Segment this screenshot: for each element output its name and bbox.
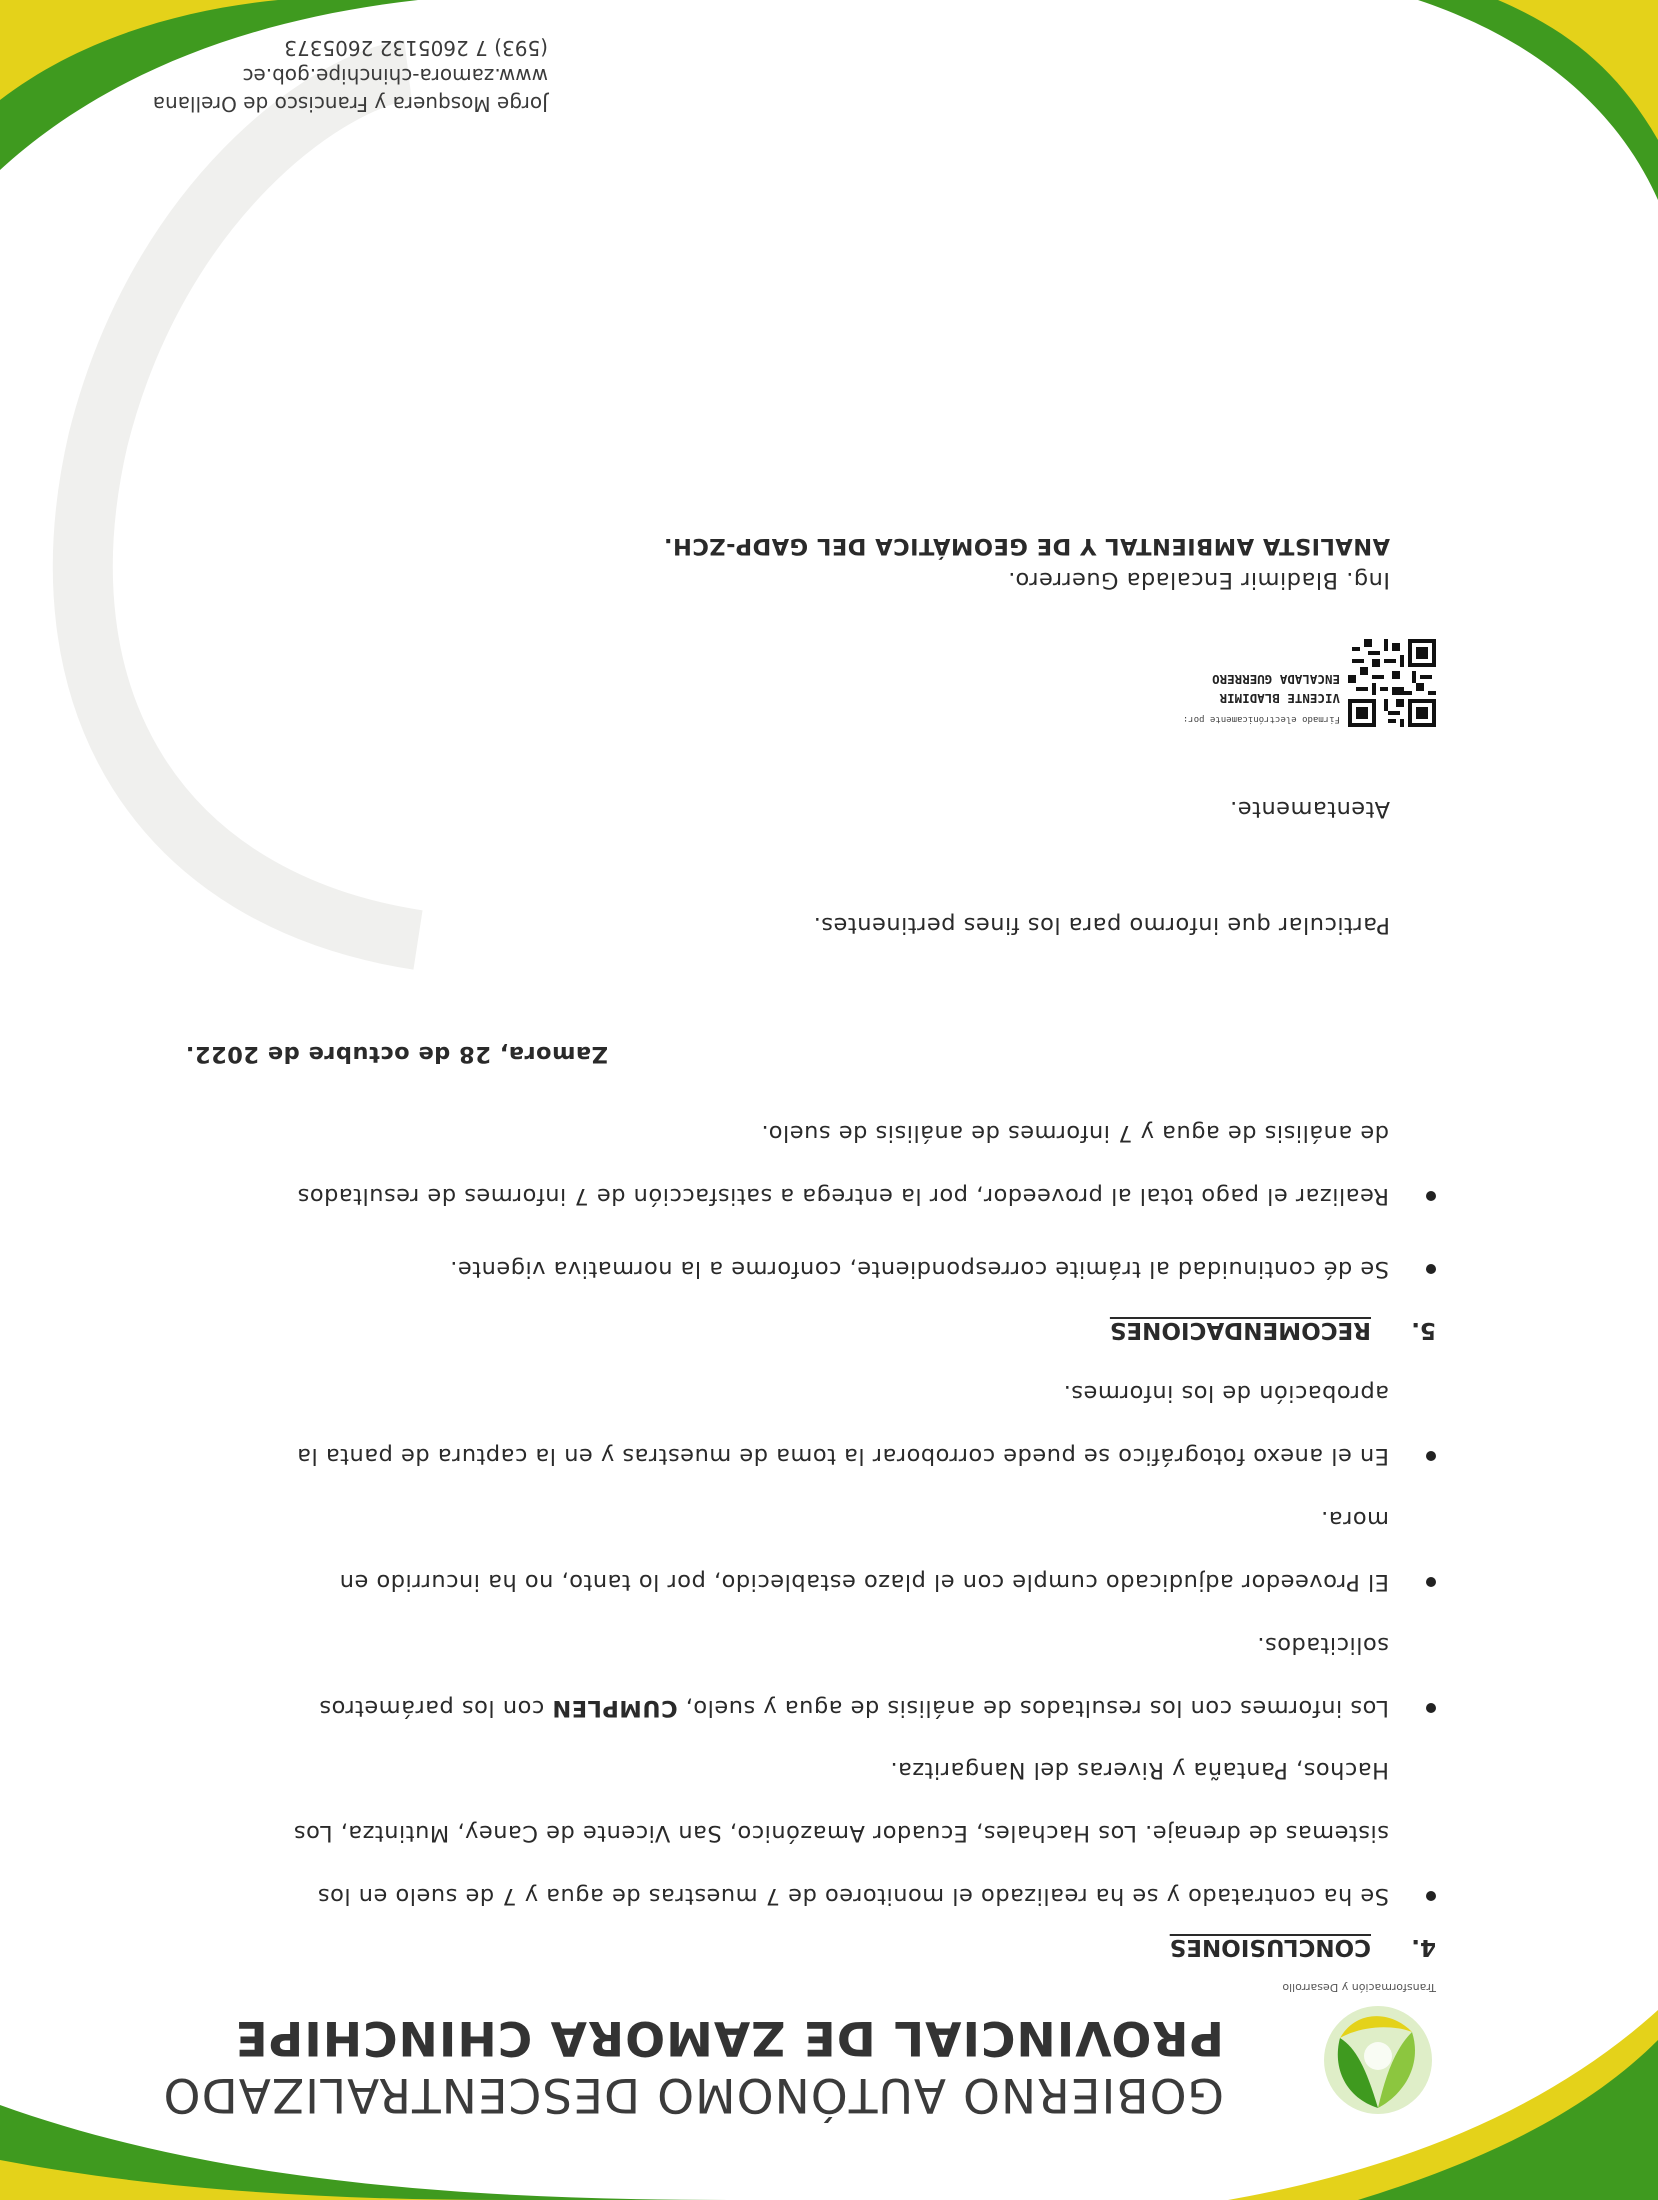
bullet-icon [1426,1264,1436,1274]
footer-website: www.zamora-chinchipe.gob.ec [242,64,548,88]
signer-name: Ing. Bladimir Encalada Guerrero. [1007,567,1390,593]
institution-tagline: Transformación y Desarrollo [1282,1981,1436,1994]
section-title-text: RECOMENDACIONES [1109,1317,1371,1343]
bullet-icon [1426,1577,1436,1587]
section-title-conclusions [1170,1934,1371,1960]
footer-phone: (593) 7 2605132 2605373 [284,36,548,60]
signer-role: ANALISTA AMBIENTAL Y DE GEOMÁTICA DEL GADP-ZCH. [663,533,1390,559]
bullet-icon [1426,1703,1436,1713]
salutation: Atentamente. [1229,796,1390,822]
list-item [231,1487,1436,1613]
date-line: Zamora, 28 de octubre de 2022. [185,1041,608,1067]
list-item-line: Realizar el pago total al proveedor, por la entrega a satisfacción de 7 informes de resultados [297,1183,1389,1209]
list-item [231,1237,1436,1300]
qr-code-icon [1348,639,1436,727]
closing-text: Particular que informo para los fines pertinentes. [813,912,1390,938]
bullet-icon [1426,1191,1436,1201]
list-item-line: Se ha contratado y se ha realizado el monitoreo de 7 muestras de agua y 7 de suelo en los [317,1883,1389,1909]
list-item-line: mora. [1320,1506,1389,1532]
list-item-line: de análisis de agua y 7 informes de análisis de suelo. [761,1120,1389,1146]
list-item [231,1361,1436,1487]
logo-icon [1320,2002,1436,2118]
bullet-icon [1426,1451,1436,1461]
list-item-line: aprobación de los informes. [1063,1380,1389,1406]
list-item [231,1738,1436,1927]
signature-stamp-caption: Firmado electrónicamente por: [1182,714,1340,724]
page-footer [153,34,548,118]
section-number-conclusions: 4. [1411,1934,1436,1960]
signature-stamp-name-line2: ENCALADA GUERRERO [1212,672,1340,687]
list-item-line: solicitados. [1256,1632,1389,1658]
list-item-line: sistemas de drenaje. Los Hachales, Ecuador Amazónico, San Vicente de Caney, Mutintza, Los [293,1820,1389,1846]
section-number-recommendations: 5. [1411,1317,1436,1343]
list-item-text: Los informes con los resultados de análisis de agua y suelo, [685,1695,1389,1721]
list-item-emphasis: CUMPLEN [551,1695,678,1721]
list-item-line: El Proveedor adjudicado cumple con el plazo establecido, por lo tanto, no ha incurrido en [339,1569,1389,1595]
footer-address: Jorge Mosquera y Francisco de Orellana [152,92,548,116]
institution-title-line1: GOBIERNO AUTÓNOMO DESCENTRALIZADO [162,2067,1224,2122]
list-item [231,1613,1436,1739]
list-item [231,1101,1436,1227]
institution-title-line2: PROVINCIAL DE ZAMORA CHINCHIPE [234,2010,1224,2065]
list-item-line: Hachos, Pantaña y Riveras del Nangaritza. [889,1757,1389,1783]
list-item-line: Se dé continuidad al trámite correspondiente, conforme a la normativa vigente. [449,1256,1389,1282]
bullet-icon [1426,1891,1436,1901]
signature-stamp-name-line1: VICENTE BLADIMIR [1219,691,1340,706]
section-title-text: CONCLUSIONES [1169,1934,1371,1960]
list-item-line: En el anexo fotográfico se puede corroborar la toma de muestras y en la captura de panta la [296,1443,1389,1469]
list-item-line [231,1676,1389,1739]
section-title-recommendations [1110,1317,1371,1343]
list-item-text: con los parámetros [318,1695,545,1721]
